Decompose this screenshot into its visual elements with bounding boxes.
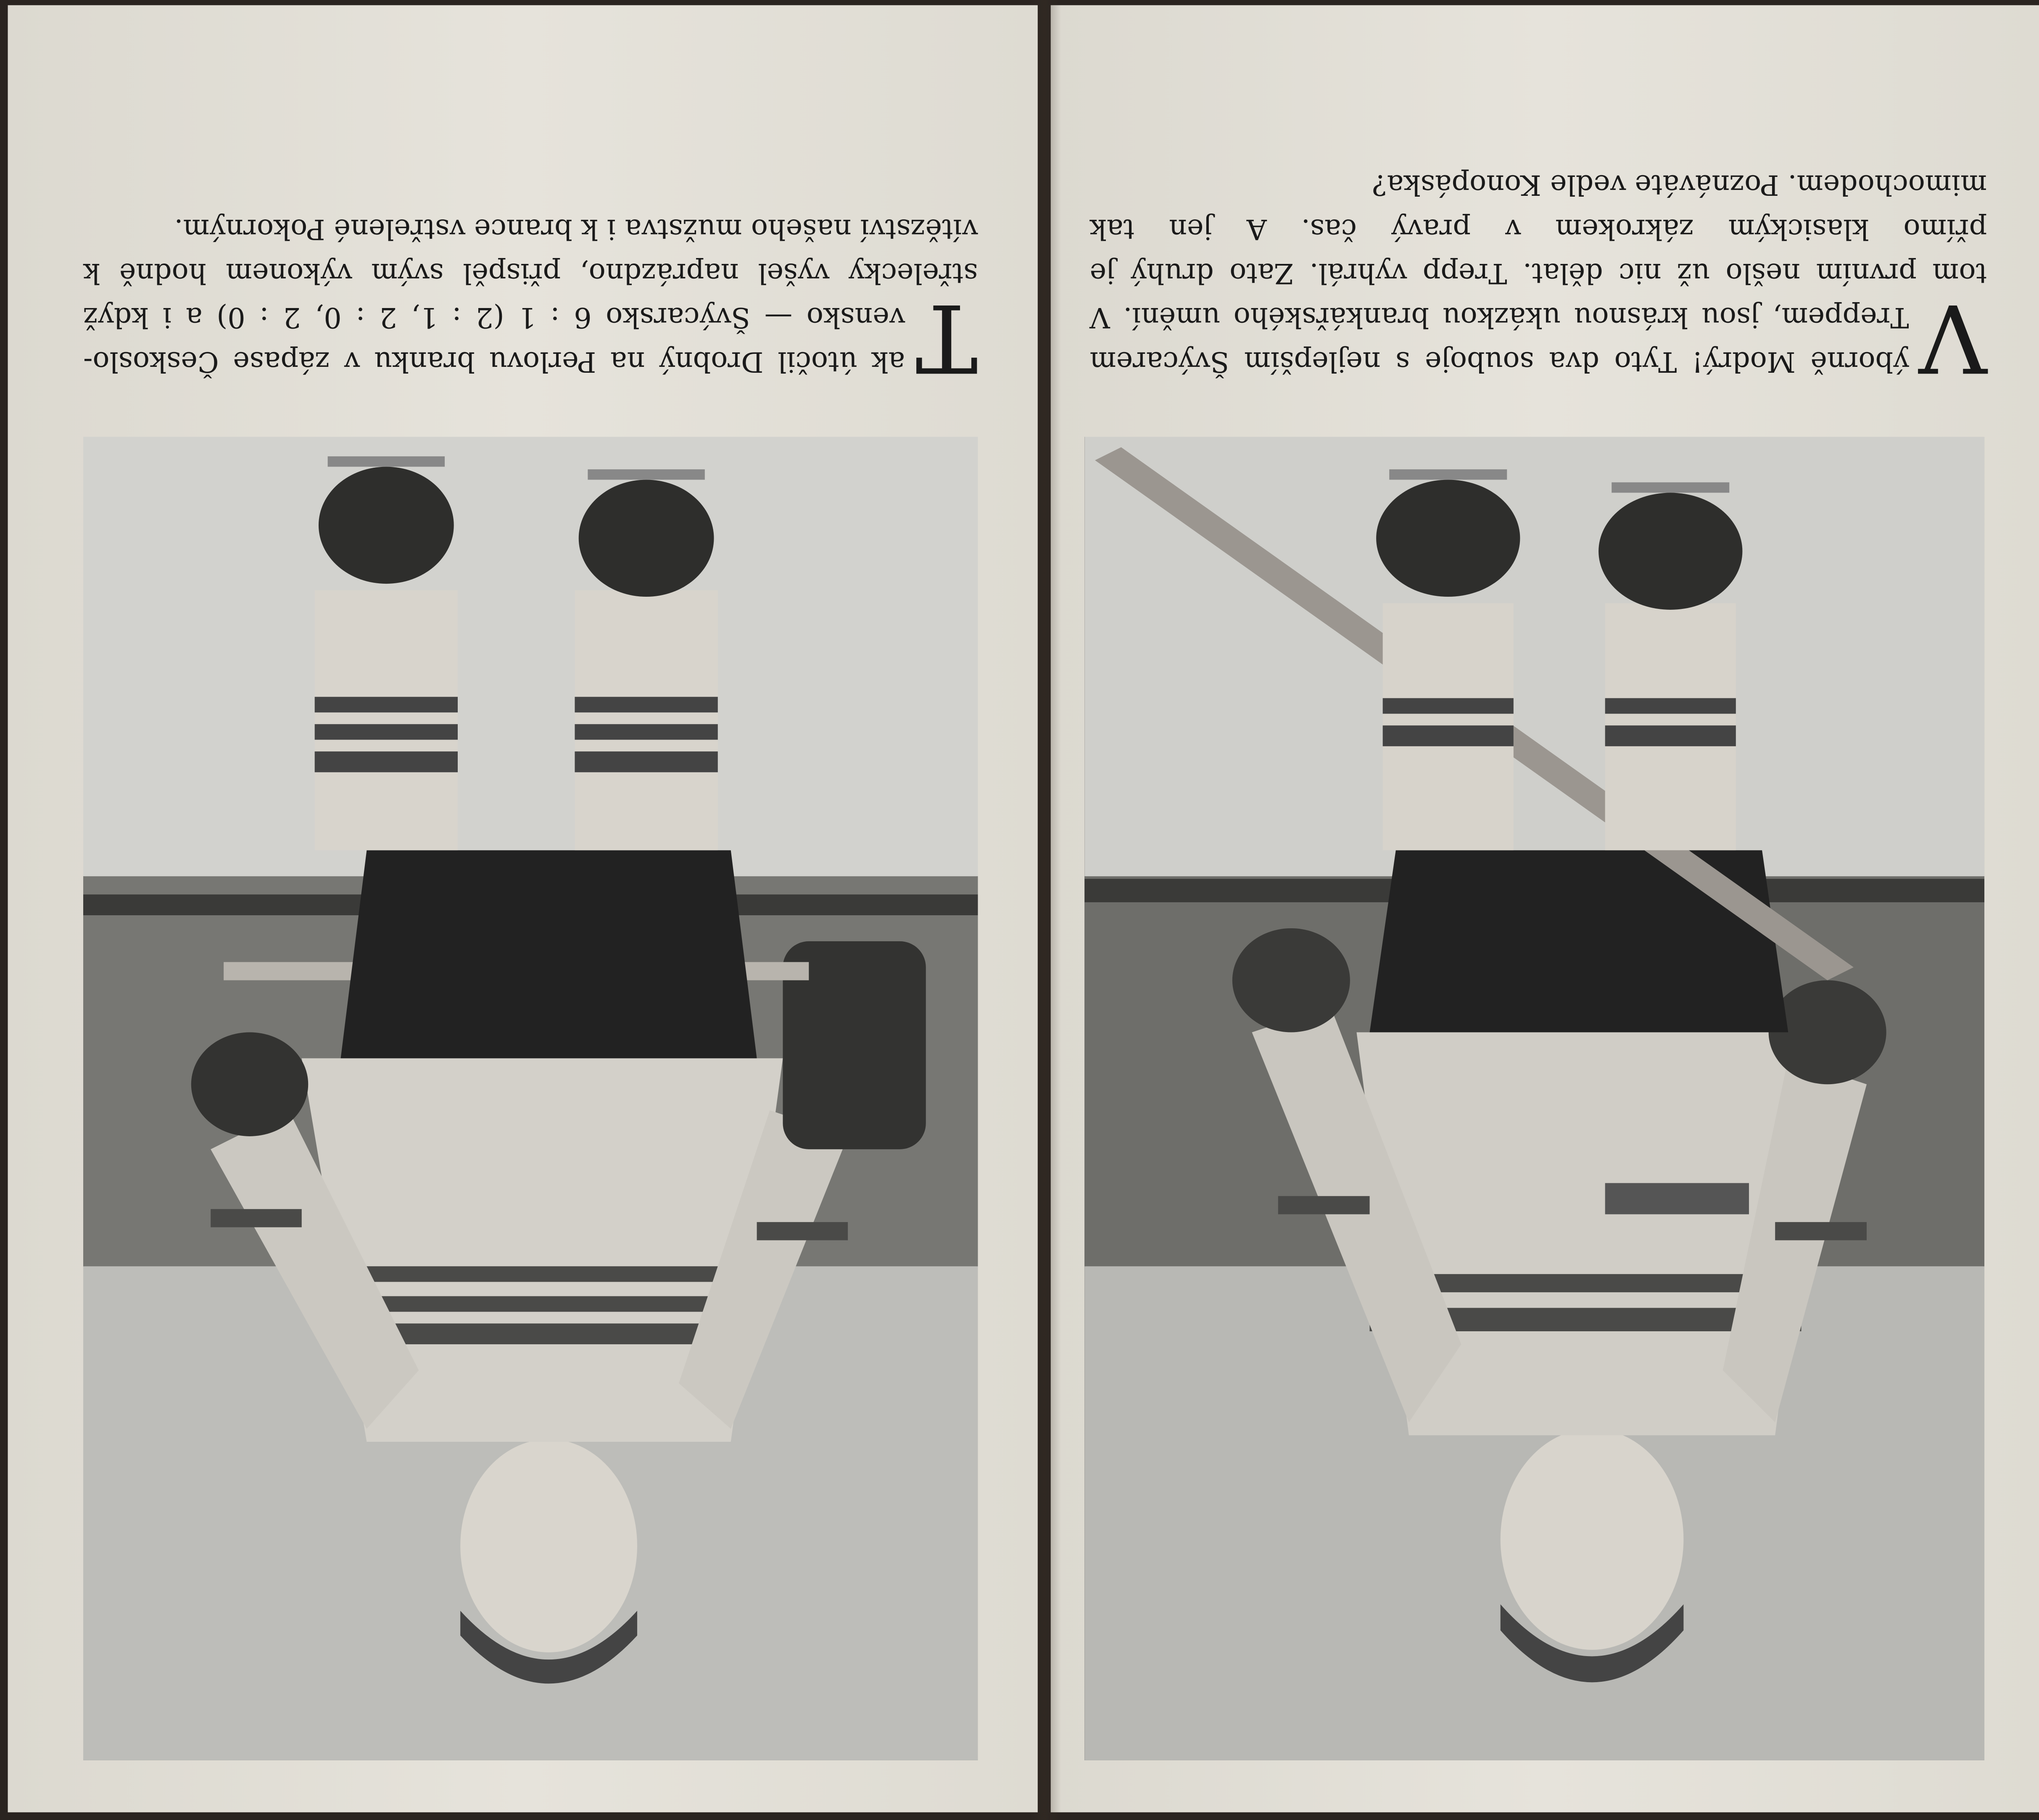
photo-caption-right <box>1089 161 1987 393</box>
caption-dropcap: T <box>915 283 978 393</box>
right-page <box>1051 5 2039 1812</box>
hockey-player-photo-left <box>83 437 978 1760</box>
player-illustration-left <box>83 437 978 1760</box>
hockey-player-photo-right <box>1084 437 1984 1760</box>
player-illustration-right <box>1084 437 1984 1760</box>
photo-caption-left <box>83 205 978 393</box>
caption-dropcap: V <box>1919 283 1987 393</box>
caption-text: ýborně Modrý! Tyto dva souboje s nejlepším Švýcarem Treppem, jsou krásnou ukázkou brankářského umění. V tom prvním nešlo už nic dělat. Trepp vyhrál. Zato druhý je přímo klasickým zákrokem v pravý čas. A jen tak mimochodem. Poznáváte vedle Konopáska? <box>1089 168 1987 377</box>
left-page <box>8 5 1038 1812</box>
caption-text: ak útočil Drobný na Perlovu branku v zápase Československo — Švýcarsko 6 : 1 (2 : 1, 2 : 0, 2 : 0) a i když střelecky vyšel naprázdno, přispěl svým výkonem hodně k vítězství našeho mužstva i k brance vstřelené Pokorným. <box>83 212 978 377</box>
